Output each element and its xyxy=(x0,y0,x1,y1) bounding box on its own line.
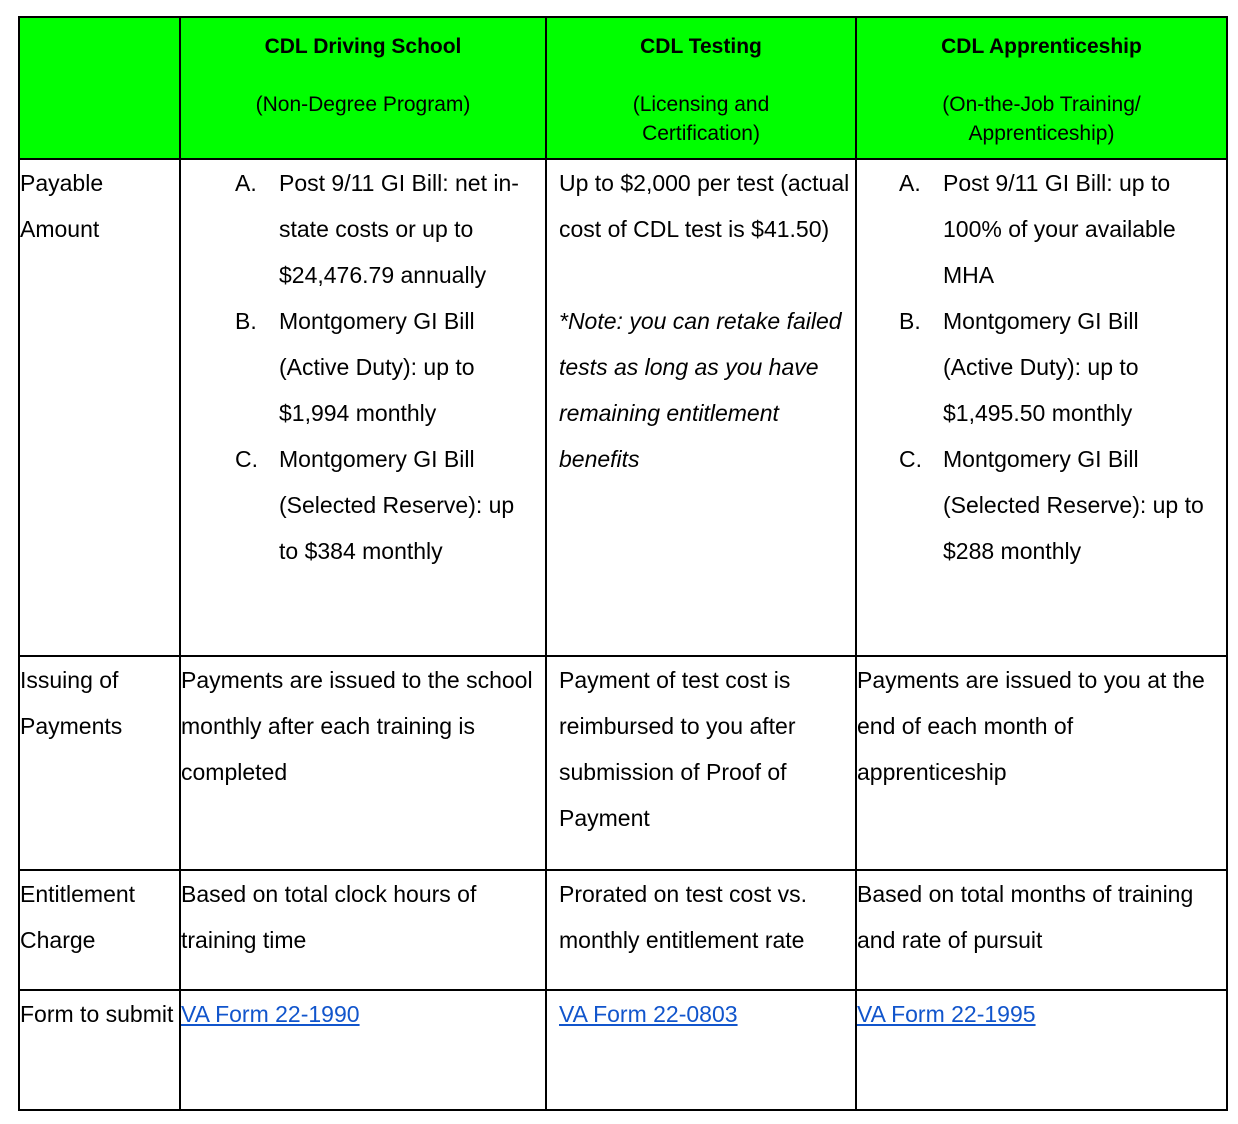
list-marker: B. xyxy=(235,308,257,334)
list-item xyxy=(857,298,1226,436)
issuing-apprenticeship-cell: Payments are issued to you at the end of each month of apprenticeship xyxy=(856,656,1227,870)
payable-school-list xyxy=(181,160,545,574)
form-testing-cell xyxy=(546,990,856,1110)
list-marker: A. xyxy=(235,170,257,196)
header-subtitle: (Licensing and Certification) xyxy=(632,93,770,145)
list-marker: B. xyxy=(899,308,921,334)
header-subtitle: (On-the-Job Training/ Apprenticeship) xyxy=(942,93,1141,145)
va-form-22-1995-link[interactable]: VA Form 22-1995 xyxy=(857,1001,1036,1027)
header-title: CDL Apprenticeship xyxy=(941,35,1142,58)
list-item xyxy=(181,298,545,436)
form-school-cell xyxy=(180,990,546,1110)
entitlement-apprenticeship-cell: Based on total months of training and rate of pursuit xyxy=(856,870,1227,990)
payable-testing-note: *Note: you can retake failed tests as long as you have remaining entitlement benefits xyxy=(559,308,842,472)
row-label: Payable Amount xyxy=(19,159,180,656)
entitlement-testing-cell: Prorated on test cost vs. monthly entitlement rate xyxy=(546,870,856,990)
header-title: CDL Testing xyxy=(640,35,762,58)
payable-amount-row xyxy=(19,159,1227,656)
list-text: Montgomery GI Bill (Active Duty): up to $1,994 monthly xyxy=(279,308,475,426)
list-item xyxy=(181,160,545,298)
payable-apprenticeship-cell xyxy=(856,159,1227,656)
header-row xyxy=(19,17,1227,159)
entitlement-school-cell: Based on total clock hours of training time xyxy=(180,870,546,990)
header-subtitle: (Non-Degree Program) xyxy=(255,93,471,116)
list-text: Montgomery GI Bill (Selected Reserve): up to $384 monthly xyxy=(279,446,515,564)
list-text: Post 9/11 GI Bill: net in-state costs or up to $24,476.79 annually xyxy=(279,170,519,288)
entitlement-charge-row xyxy=(19,870,1227,990)
header-corner-cell xyxy=(19,17,180,159)
list-marker: C. xyxy=(235,446,258,472)
form-to-submit-row xyxy=(19,990,1227,1110)
payable-testing-cell xyxy=(546,159,856,656)
row-label: Issuing of Payments xyxy=(19,656,180,870)
benefits-comparison-table xyxy=(18,16,1228,1111)
header-cell-apprenticeship xyxy=(856,17,1227,159)
list-item xyxy=(181,436,545,574)
issuing-testing-cell: Payment of test cost is reimbursed to you after submission of Proof of Payment xyxy=(546,656,856,870)
header-cell-driving-school xyxy=(180,17,546,159)
issuing-payments-row xyxy=(19,656,1227,870)
list-text: Montgomery GI Bill (Active Duty): up to $1,495.50 monthly xyxy=(943,308,1139,426)
issuing-school-cell: Payments are issued to the school monthly after each training is completed xyxy=(180,656,546,870)
va-form-22-1990-link[interactable]: VA Form 22-1990 xyxy=(181,1001,360,1027)
form-apprenticeship-cell xyxy=(856,990,1227,1110)
list-text: Montgomery GI Bill (Selected Reserve): up to $288 monthly xyxy=(943,446,1204,564)
payable-apprenticeship-list xyxy=(857,160,1226,574)
payable-school-cell xyxy=(180,159,546,656)
payable-testing-text: Up to $2,000 per test (actual cost of CDL test is $41.50) xyxy=(559,170,850,242)
va-form-22-0803-link[interactable]: VA Form 22-0803 xyxy=(559,1001,738,1027)
list-item xyxy=(857,436,1226,574)
header-title: CDL Driving School xyxy=(264,35,462,58)
header-cell-testing xyxy=(546,17,856,159)
list-marker: C. xyxy=(899,446,922,472)
list-text: Post 9/11 GI Bill: up to 100% of your available MHA xyxy=(943,170,1176,288)
row-label: Form to submit xyxy=(19,990,180,1110)
row-label: Entitlement Charge xyxy=(19,870,180,990)
list-item xyxy=(857,160,1226,298)
list-marker: A. xyxy=(899,170,921,196)
